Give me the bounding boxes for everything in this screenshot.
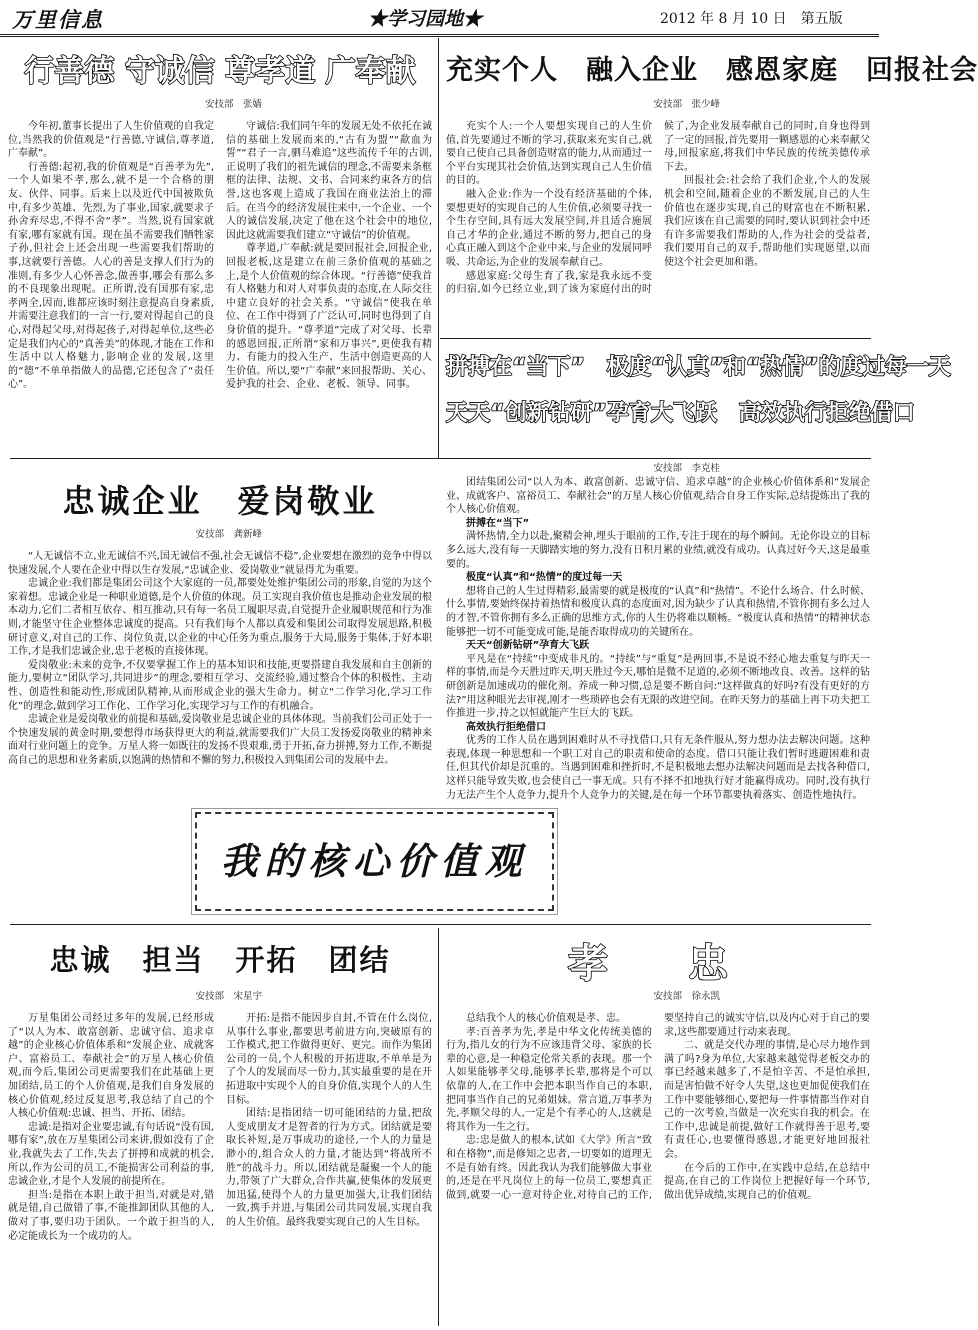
article-byline: 安技部 宋星宇 [195, 991, 262, 1002]
paragraph: 万星集团公司经过多年的发展,已经形成了“以人为本、敢富创新、忠诚守信、追求卓越”的企业核心价值体系和“发展企业、成就客户、富裕员工、奉献社会”的万星人核心价值观,而今后,集团公司更需要我们在此基础上更加团结,员工的个人价值观,是我们自身发展的核心价值观,经过反复思考,我总结了自己的个人核心价值观:忠诚、担当、开拓、团结。 [8, 1013, 214, 1120]
core-values-title: 我的核心价值观 [220, 839, 529, 883]
paragraph: 总结我个人的核心价值观是孝、忠。 [466, 1013, 626, 1024]
article-title-line-1: 拼搏在“当下” 极度“认真”和“热情”的度过每一天 [446, 355, 951, 380]
issue-date: 2012 年 8 月 10 日 第五版 [660, 11, 843, 27]
article-byline: 安技部 龚新峰 [195, 529, 262, 540]
paragraph: 优秀的工作人员在遇到困难时从不寻找借口,只有无条件服从,努力想办法去解决问题。这种表现,体现一种思想和一个职工对自己的职责和使命的态度。借口只能让我们暂时逃避困难和责任,但其代价却是沉重的。当遇到困难和挫折时,不是积极地去想办法解决问题而是去找各种借口,这样只能导致失败,也会使自己一事无成。只有不择不扣地执行好才能赢得成功。同时,没有执行力无法产生个人竞争力,提升个人竞争力的关键,是在每一个环节都要执着落实、创造性地执行。 [446, 735, 870, 801]
article-byline: 安技部 张嫱 [204, 99, 262, 110]
paragraph: 忠诚企业是爱岗敬业的前提和基础,爱岗敬业是忠诚企业的具体体现。当前我们公司正处于一个快速发展的黄金时期,要想得市场获得更大的利益,就需要我们广大员工发扬爱岗敬业的精神来面对行业问题上的竞争。万星人将一如既往的发扬不畏艰难,勇于开拓,奋力拼搏,努力工作,不断提高自己的思想和业务素质,以饱满的热情和不懈的努力,积极投入到集团公司的发展中去。 [8, 714, 432, 766]
paragraph: 团结:是指团结一切可能团结的力量,把敌人变成朋友才是智者的行为方式。团结就是要取长补短,是万事成功的途径,一个人的力量是渺小的,组合众人的力量,才能达到“将战所不胜”的战斗力。所以,团结就是凝聚一个人的能力,带领了广大群众,合作共赢,使集体的发展更加迅猛,使得个人的力量更加强大,让我们团结一致,携手并进,与集团公司共同发展,实现自我的人生价值。最终我要实现自己的人生目标。 [226, 1108, 432, 1228]
article-chong-shi-ge-ren [446, 40, 978, 334]
paragraph: 融入企业:作为一个没有经济基础的个体,要想更好的实现自己的人生价值,必须要寻找一个生存空间,具有远大发展空间,并且适合施展自己才华的企业,通过不断的努力,把自己的身心真正融入到这个企业中来,与企业的发展同呼吸、共命运,为企业的发展奉献自己。 [446, 188, 652, 268]
section-divider [10, 924, 871, 925]
paragraph: 孝:百善孝为先,孝是中华文化传统美德的行为,指儿女的行为不应该违背父母、家族的长辈的心意,是一种稳定伦常关系的表现。那一个人如果能够孝父母,能够孝长辈,那将是个可以依靠的人,在工作中会把本职当作自己的本职,把同事当作自己的兄弟姐妹。常言道,万事孝为先,孝顺父母的人,一定是个有孝心的人,这就是将其作为一生之行。 [446, 1026, 652, 1133]
article-title: 忠诚 担当 开拓 团结 [49, 943, 391, 977]
article-body [8, 1012, 432, 1324]
article-title-line-2: 天天“创新钻研”孕育大飞跃 高效执行拒绝借口 [446, 401, 915, 426]
article-title: 充实个人 融入企业 感恩家庭 回报社会 [446, 55, 978, 86]
article-xing-shan-de [8, 40, 432, 454]
paragraph: “人无诚信不立,业无诚信不兴,国无诚信不强,社会无诚信不稳”,企业要想在激烈的竞争中得以快速发展,个人要在企业中得以生存发展,“忠诚企业、爱岗敬业”就显得尤为重要。 [8, 551, 432, 576]
paragraph: 感恩家庭:父母生育了我,家是我永远不变的归宿,如今已经立业,到了该为家庭付出的时候了,为企业发展奉献自己的同时,自身也得到了一定的回报,首先要用一颗感恩的心来奉献父母,回报家庭,将我们中华民族的传统美德传承下去。 [446, 121, 870, 296]
paragraph: 爱岗敬业:未来的竞争,不仅要掌握工作上的基本知识和技能,更要搭建自我发展和自主创新的能力,要树立“团队学习,共同进步”的理念,要相互学习、交流经验,通过整合个体的积极性、主动性、创造性和能动性,形成团队精神,从而形成企业的强大生命力。树立“二作学习化,学习工作化”的理念,做到学习工作化、工作学习化,实现学习与工作的有机融合。 [8, 659, 432, 712]
article-body [8, 120, 432, 452]
article-zhong-cheng-dan-dang [8, 928, 432, 1326]
article-title: 行善德 守诚信 尊孝道 广奉献 [24, 54, 416, 89]
paragraph: 想将自己的人生过得精彩,最需要的就是极度的“认真”和“热情”。不论什么场合、什么时候、什么事情,要始终保持着热情和极度认真的态度面对,因为缺少了认真和热情,不管你拥有多么过人的才智,不管你拥有多么正确的思维方式,你的人生仍将难以顺畅。“极度认真和热情”的精神状态能够把一切不可能变成可能,是能否取得成功的关键所在。 [446, 585, 870, 638]
paragraph: 在今后的工作中,在实践中总结,在总结中提高,在自己的工作岗位上把握好每一个环节,做出优异成绩,实现自己的价值观。 [664, 1162, 870, 1201]
paragraph: 忠诚企业:我们都是集团公司这个大家庭的一员,都要处处维护集团公司的形象,自觉的为这个家着想。忠诚企业是一种职业道德,是个人价值的体现。员工实现自我价值也是推动企业发展的根本动力,它们二者相互依存、相互推动,只有每一名员工履职尽责,自觉提升企业履职规范和行为准则,才能坚守住企业整体忠诚度的提高。只有我们每个人都以真爱和集团公司取得发展思路,积极研讨意义,对自己的工作、岗位负责,以企业的中心任务为重点,服务于大局,服务于集体,于好本职工作,才是我们忠诚企业,忠于老板的直接体现。 [8, 578, 432, 658]
paragraph: 团结集团公司“以人为本、敢富创新、忠诚守信、追求卓越”的企业核心价值体系和“发展企业、成就客户、富裕员工、奉献社会”的万星人核心价值观,结合自身工作实际,总结提炼出了我的个人核心价值观。 [446, 477, 870, 516]
subheading: 拼搏在“当下” [466, 517, 530, 529]
paragraph: 守诚信:我们同午年的发展无处不依托在诚信的基础上发展而来的,“古有为盟”“歃血为誓”“君子一言,驷马难追”这些流传千年的古训,正说明了我们的祖先诚信的理念,不需要来条框框的法律、法规、文书、合同来约束各方的信誉,这也客观上造成了我国在商业法治上的滞后。在当今的经济发展往来中,一个企业、一个人的诚信发展,决定了他在这个社会中的地位,因此这就需要我们建立“守诚信”的价值观。 [226, 121, 432, 241]
paragraph: 今年初,董事长提出了人生价值观的自我定位,当然我的价值观是“行善德,守诚信,尊孝道,广奉献”。 [8, 121, 214, 160]
article-byline: 安技部 张少峰 [653, 99, 720, 110]
article-body [446, 120, 870, 332]
newspaper-name: 万里信息 [12, 7, 104, 32]
core-values-box [195, 812, 554, 911]
subheading: 极度“认真”和“热情”的度过每一天 [466, 572, 623, 584]
paragraph: 平凡是在“持续”中变成非凡的。“持续”与“重复”是两回事,不是说不经心地去重复与昨天一样的事情,而是今天胜过昨天,明天胜过今天,哪怕是微不足道的,必须不断地改良、改善。这样的钻研创新是加速成功的催化剂。养成一种习惯,总是要不断自问:“这样做真的好吗?有没有更好的方法?”用这种眼光去审视,刚才一些琐碎也会有无限的改进空间。在昨天努力的基础上再下功夫把工作推进一步,持之以恒就能产生巨大的飞跃。 [446, 653, 870, 720]
article-byline: 安技部 徐永凯 [653, 991, 720, 1002]
article-xiao-zhong [446, 928, 870, 1326]
paragraph: 满怀热情,全力以赴,聚精会神,埋头于眼前的工作,专注于现在的每个瞬间。无论你设立的目标多么远大,没有每一天脚踏实地的努力,没有日积月累的业绩,就没有成功。认真过好今天,这是最重要的。 [446, 531, 870, 570]
paragraph: 开拓:是指不能因步自封,不管在什么岗位,从事什么事业,都要思考前进方向,突破原有的工作模式,把工作做得更好、更完。而作为集团公司的一员,个人积极的开拓进取,不单单是为了个人的发展而尽一份力,其实最重要的是在开拓进取中实现个人的自身价值,实现个人的人生目标。 [226, 1013, 432, 1106]
paragraph: 担当:是指在本职上敢于担当,对就是对,错就是错,自己做错了事,不能推卸团队其他的人,做对了事,要归功于团队。一个敢于担当的人,必定能成长为一个成功的人。 [8, 1189, 214, 1242]
paragraph: 回报社会:社会给了我们企业,个人的发展机会和空间,随着企业的不断发展,自己的人生价值也在逐步实现,自己的财富也在不断积累,我们应该在自己需要的同时,要认识到社会中还有许多需要我们帮助的人,作为社会的受益者,我们要用自己的双手,帮助他们实现愿望,以而使这个社会更加和谐。 [664, 175, 870, 268]
column-divider [438, 38, 439, 458]
column-divider [438, 928, 439, 1326]
subheading: 天天“创新钻研”孕育大飞跃 [466, 640, 590, 652]
page-header [0, 0, 879, 37]
paragraph: 忠:忠是做人的根本,试如《大学》所言“致和在格物”,而是修知之忠者,一切要如的道理无不是有始有终。因此我认为我们能够做大事业的,还是在平凡岗位上的每一位员工,要想真正做到,就要一心一意对待企业,对待自己的工作,要坚持自己的诚实守信,以及内心对于自己的要求,这些都要通过行动来表现。 [446, 1013, 870, 1201]
article-byline: 安技部 李克桂 [653, 463, 720, 474]
paragraph: 忠诚:是指对企业要忠诚,有句话说“没有国,哪有家”,放在万星集团公司来讲,假如没有了企业,我就失去了工作,失去了拼搏和成就的机会,所以,作为公司的员工,不能损害公司利益的事,忠诚企业,才是个人发展的前提所在。 [8, 1121, 214, 1188]
subheading: 高效执行拒绝借口 [466, 721, 546, 733]
paragraph: 行善德:起初,我的价值观是“百善孝为先”,一个人如果不孝,那么,就不是一个合格的朋友、伙伴、同事。后来上以及近代中国被欺负中,有多少英雄、先烈,为了事业,国家,就要求子孙舍弃尽忠,不得不舍“孝”。当然,说有国家就有家,哪有家就有国。现在虽不需要我们牺牲家子孙,但社会上还会出现一些需要我们帮助的事,这就要行善德。人心的善是支撑人们行为的准则,有多少人心怀善念,做善事,哪会有那么多的不良现象出现呢。正所谓,没有国那有家,忠孝两全,因而,谁都应该时刻注意提高自身素质,并需要注意我们的一言一行,要对得起自己的良心,对得起父母,对得起孩子,对得起单位,这些必定是我们内心的“真善美”的体现,才能在工作和生活中以人格魅力,影响企业的发展,这里的“德”不单单指做人的品德,它还包含了“责任心”。 [8, 161, 214, 391]
section-title: ★学习园地★ [368, 8, 483, 30]
article-title: 孝 忠 [568, 941, 748, 987]
article-title: 忠诚企业 爱岗敬业 [62, 482, 378, 520]
article-body [446, 1012, 870, 1324]
article-body [8, 550, 432, 812]
section-divider [440, 338, 871, 339]
paragraph: 尊孝道,广奉献:就是要回报社会,回报企业,回报老板,这是建立在前三条价值观的基础之上,是个人价值观的综合体现。“行善德”使我首有人格魅力和对人对事负责的态度,在人际交往中建立良好的社会关系。“守诚信”使我在单位、在工作中得到了广泛认可,同时也得到了自身价值的提升。“尊孝道”完成了对父母、长辈的感恩回报,正所谓“家和万事兴”,更使我有精力、有能力的投入生产、生活中创造更高的人生价值。所以,要“广奉献”来回报帮助、关心、爱护我的社会、企业、老板、领导、同事。 [226, 243, 432, 391]
paragraph: 二、就是交代办理的事情,是心尽力地作到满了吗?身为单位,大家越来越觉得老板交办的事已经越来越多了,不是怕辛苦、不是怕承担,而是害怕做不好令人失望,这也更加促使我们在工作中要能够细心,要把每一件事情都当作对自己的一次考验,当做是一次充实自我的机会。在工作中,忠诚是前提,做好工作就得善于思考,要有责任心,也要懂得感恩,才能更好地回报社会。 [664, 1040, 870, 1160]
paragraph: 充实个人:一个人要想实现自己的人生价值,首先要通过不断的学习,获取来充实自己,就要自己使自己具备创造财富的能力,从而通过一个平台实现其社会价值,达到实现自己人生价值的目的。 [446, 121, 652, 187]
